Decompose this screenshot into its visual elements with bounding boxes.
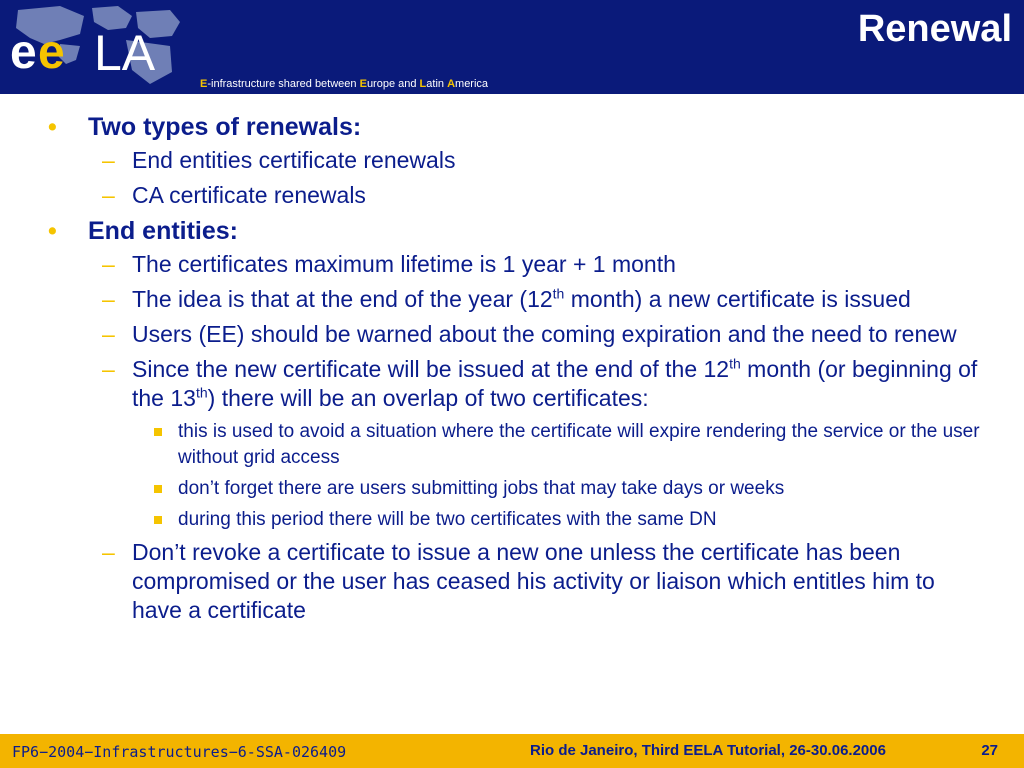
footer-bar xyxy=(0,734,1024,768)
bullet-text: End entities: xyxy=(88,217,239,245)
slide-body xyxy=(48,112,988,631)
bullet-dot-icon: • xyxy=(48,217,57,245)
bullet-text: Don’t revoke a certificate to issue a new one unless the certificate has been compromised or the user has ceased his activity or liaison which entitles him to have a certificate xyxy=(132,539,935,623)
footer-project-id: FP6−2004−Infrastructures−6-SSA-026409 xyxy=(12,743,347,761)
bullet-text: Two types of renewals: xyxy=(88,113,362,141)
svg-text:e: e xyxy=(10,26,37,79)
tagline: E-infrastructure shared between Europe and Latin America xyxy=(200,78,489,90)
bullet-text: The idea is that at the end of the year (12th month) a new certificate is issued xyxy=(132,285,911,312)
dash-icon: – xyxy=(102,539,115,565)
eela-logo xyxy=(0,0,200,94)
dash-icon: – xyxy=(102,147,115,173)
subsubbullet-avoid-expire xyxy=(48,419,988,471)
subbullet-ee-renewals xyxy=(48,146,988,175)
page-number: 27 xyxy=(981,742,998,759)
bullet-end-entities xyxy=(48,216,988,246)
bullet-text: during this period there will be two certificates with the same DN xyxy=(178,509,717,530)
slide-title: Renewal xyxy=(857,8,1012,50)
bullet-text: End entities certificate renewals xyxy=(132,147,456,173)
dash-icon: – xyxy=(102,286,115,312)
subsubbullet-same-dn xyxy=(48,507,988,533)
dash-icon: – xyxy=(102,251,115,277)
footer-event: Rio de Janeiro, Third EELA Tutorial, 26-30.06.2006 xyxy=(530,742,886,759)
bullet-text: Users (EE) should be warned about the coming expiration and the need to renew xyxy=(132,321,957,347)
bullet-text: don’t forget there are users submitting jobs that may take days or weeks xyxy=(178,478,785,499)
square-bullet-icon xyxy=(154,428,162,436)
bullet-text: Since the new certificate will be issued at the end of the 12th month (or beginning of the 13th) there will be an overlap of two certificates: xyxy=(132,355,978,411)
subbullet-ca-renewals xyxy=(48,181,988,210)
dash-icon: – xyxy=(102,321,115,347)
subbullet-dont-revoke xyxy=(48,538,988,625)
bullet-two-types xyxy=(48,112,988,142)
dash-icon: – xyxy=(102,356,115,382)
bullet-dot-icon: • xyxy=(48,113,57,141)
bullet-text: this is used to avoid a situation where the certificate will expire rendering the service or the user without grid access xyxy=(178,421,980,468)
svg-text:LA: LA xyxy=(94,25,156,81)
bullet-text: CA certificate renewals xyxy=(132,182,366,208)
square-bullet-icon xyxy=(154,516,162,524)
subsubbullet-jobs-days xyxy=(48,476,988,502)
dash-icon: – xyxy=(102,182,115,208)
subbullet-users-warned xyxy=(48,320,988,349)
subbullet-new-cert-issued xyxy=(48,285,988,314)
square-bullet-icon xyxy=(154,485,162,493)
svg-text:e: e xyxy=(38,26,65,79)
subbullet-max-lifetime xyxy=(48,250,988,279)
header-bar xyxy=(0,0,1024,94)
subbullet-overlap xyxy=(48,355,988,413)
bullet-text: The certificates maximum lifetime is 1 year + 1 month xyxy=(132,251,676,277)
